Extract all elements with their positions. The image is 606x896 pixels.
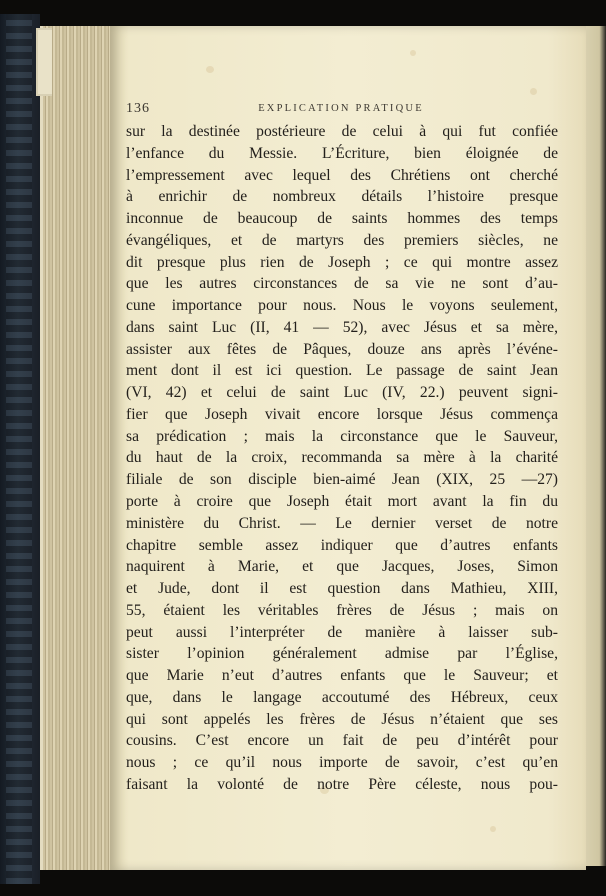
text-line: assister aux fêtes de Pâques, douze ans après l’événe-: [126, 340, 558, 358]
page-number: 136: [126, 101, 150, 116]
book-cover-left: [0, 14, 40, 884]
text-line: du haut de la croix, recommanda sa mère à la charité: [126, 449, 558, 467]
facing-page-edge: [584, 26, 606, 866]
text-line: que les autres circonstances de sa vie ne sont d’au-: [126, 275, 558, 293]
body-text: [126, 121, 558, 796]
page-header: [126, 101, 556, 119]
text-line: 55, étaient les véritables frères de Jésus ; mais on: [126, 601, 558, 619]
page-edges: [40, 26, 115, 870]
text-line: nous ; ce qu’il nous importe de savoir, c’est qu’en: [126, 754, 558, 772]
bookmark-tab: [36, 28, 52, 96]
text-line: sur la destinée postérieure de celui à qui fut confiée: [126, 123, 558, 140]
running-title: EXPLICATION PRATIQUE: [258, 103, 424, 114]
text-line: (VI, 42) et celui de saint Luc (IV, 22.) peuvent signi-: [126, 384, 558, 402]
text-line: que Marie n’eut d’autres enfants que le Sauveur; et: [126, 667, 558, 685]
text-line: sa prédication ; mais la circonstance que le Sauveur,: [126, 427, 558, 445]
text-line: porte à croire que Joseph était mort avant la fin du: [126, 493, 558, 511]
foxing-spot: [410, 50, 416, 56]
text-line: cousins. C’est encore un fait de peu d’intérêt pour: [126, 732, 558, 750]
text-line: faisant la volonté de notre Père céleste, nous pou-: [126, 775, 558, 793]
text-line: l’enfance du Messie. L’Écriture, bien éloignée de: [126, 144, 558, 162]
text-line: à enrichir de nombreux détails l’histoire presque: [126, 188, 558, 206]
foxing-spot: [206, 66, 214, 73]
text-line: ment dont il est ici question. Le passage de saint Jean: [126, 362, 558, 380]
text-line: sister l’opinion généralement admise par l’Église,: [126, 645, 558, 663]
text-line: peut aussi l’interpréter de manière à laisser sub-: [126, 623, 558, 641]
text-line: fier que Joseph vivait encore lorsque Jésus commença: [126, 405, 558, 423]
text-line: dans saint Luc (II, 41 — 52), avec Jésus et sa mère,: [126, 318, 558, 336]
text-line: évangéliques, et de martyrs des premiers siècles, ne: [126, 231, 558, 249]
text-line: que, dans le langage accoutumé des Hébreux, ceux: [126, 688, 558, 706]
foxing-spot: [530, 88, 537, 95]
foxing-spot: [490, 826, 496, 832]
text-line: cune importance pour nous. Nous le voyons seulement,: [126, 297, 558, 315]
text-line: inconnue de beaucoup de saints hommes des temps: [126, 210, 558, 228]
text-line: l’empressement avec lequel des Chrétiens ont cherché: [126, 166, 558, 184]
text-line: ministère du Christ. — Le dernier verset de notre: [126, 514, 558, 532]
text-line: et Jude, dont il est question dans Mathieu, XIII,: [126, 580, 558, 598]
text-line: chapitre semble assez indiquer que d’autres enfants: [126, 536, 558, 554]
text-line: naquirent à Marie, et que Jacques, Joses, Simon: [126, 558, 558, 576]
text-line: filiale de son disciple bien-aimé Jean (XIX, 25 —27): [126, 471, 558, 489]
text-line: dit presque plus rien de Joseph ; ce qui montre assez: [126, 253, 558, 271]
text-line: qui sont appelés les frères de Jésus n’étaient que ses: [126, 710, 558, 728]
